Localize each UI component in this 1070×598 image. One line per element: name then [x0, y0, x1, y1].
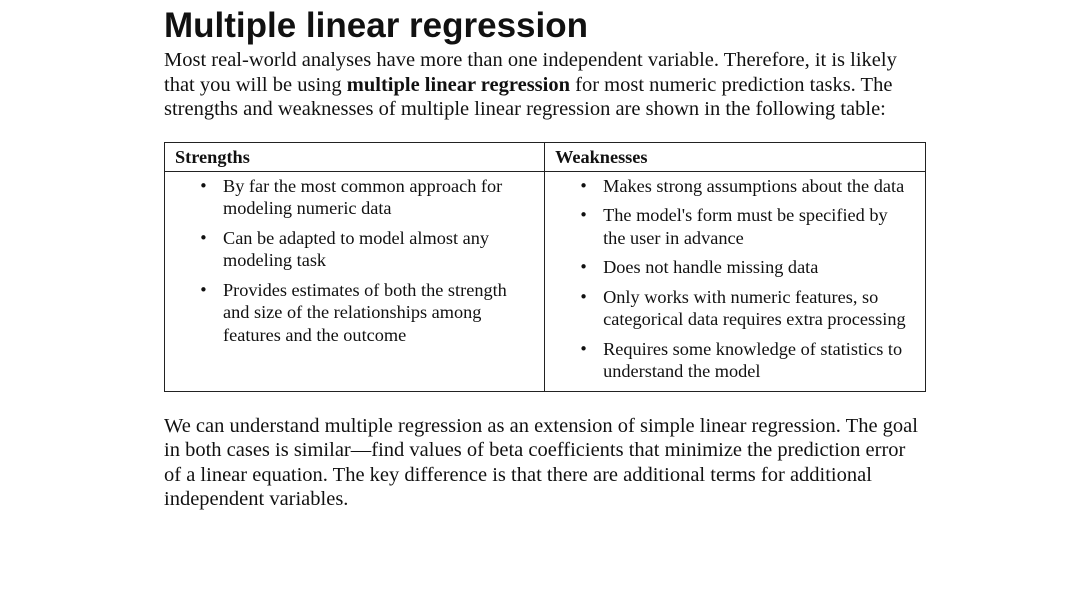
weaknesses-header: Weaknesses — [545, 142, 926, 171]
strengths-header: Strengths — [165, 142, 545, 171]
document-page — [164, 6, 924, 512]
weakness-text: Makes strong assumptions about the data — [603, 175, 905, 196]
list-item — [545, 286, 911, 331]
outro-paragraph: We can understand multiple regression as an extension of simple linear regression. The goal in both cases is similar—find values of beta coefficients that minimize the prediction error of a linear equation. The key difference is that there are additional terms for additional independent variables. — [164, 414, 918, 510]
bullet-icon: • — [199, 280, 208, 299]
bullet-icon: • — [579, 287, 588, 306]
intro-text-start: Most real-world analyses have more than one independent variable. Therefore, it is likely that you will be using — [164, 49, 897, 96]
list-item — [545, 175, 911, 198]
list-item — [545, 204, 911, 249]
list-item — [545, 256, 911, 279]
weakness-text: The model's form must be specified by the user in advance — [603, 205, 888, 248]
weakness-text: Only works with numeric features, so categorical data requires extra processing — [603, 286, 906, 329]
list-item — [165, 279, 530, 347]
weakness-text: Does not handle missing data — [603, 257, 819, 277]
intro-paragraph — [164, 48, 924, 122]
list-item — [165, 227, 530, 272]
table-row — [165, 171, 926, 391]
bullet-icon: • — [579, 339, 588, 358]
table-header-row — [165, 142, 926, 171]
bullet-icon: • — [579, 258, 588, 276]
strength-text: Can be adapted to model almost any modeling task — [223, 227, 490, 270]
weaknesses-cell — [545, 171, 926, 391]
strength-text: By far the most common approach for modeling numeric data — [223, 175, 503, 218]
strengths-weaknesses-table — [164, 142, 926, 392]
bullet-icon: • — [579, 206, 588, 224]
intro-text-end: for most numeric prediction tasks. The strengths and weaknesses of multiple linear regression are shown in the following table: — [164, 73, 893, 120]
strength-text: Provides estimates of both the strength and size of the relationships among features and the outcome — [223, 279, 507, 345]
list-item — [545, 338, 911, 383]
section-heading: Multiple linear regression — [164, 6, 588, 45]
bullet-icon: • — [579, 176, 588, 195]
bullet-icon: • — [199, 176, 208, 195]
bullet-icon: • — [199, 228, 208, 247]
intro-bold-term: multiple linear regression — [346, 73, 570, 96]
strengths-cell — [165, 171, 545, 391]
list-item — [165, 175, 530, 220]
weakness-text: Requires some knowledge of statistics to understand the model — [603, 338, 903, 381]
strengths-list — [165, 175, 530, 347]
weaknesses-list — [545, 175, 911, 383]
